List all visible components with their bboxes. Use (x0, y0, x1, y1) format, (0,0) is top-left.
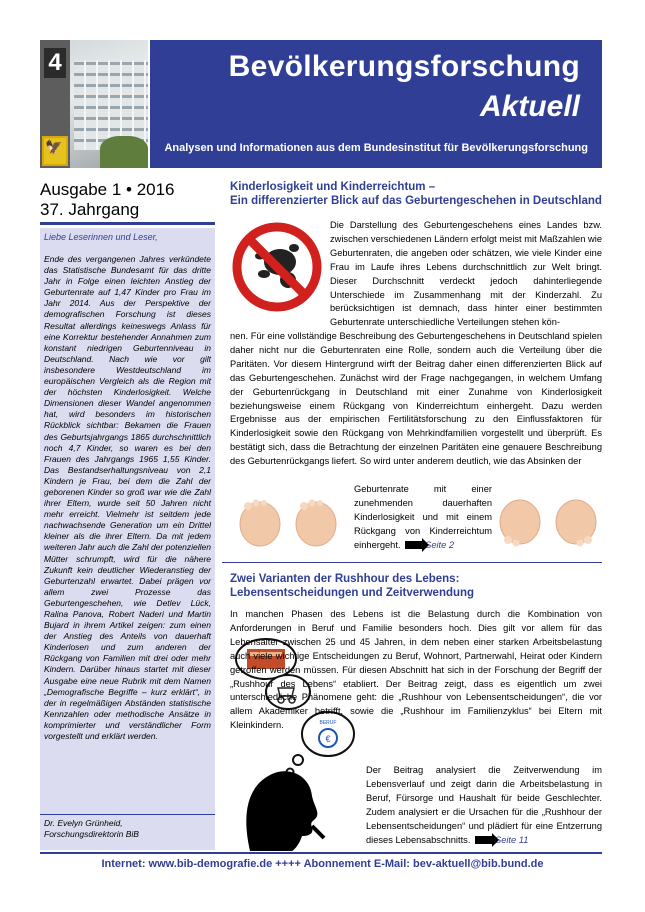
issue-year: 37. Jahrgang (40, 200, 140, 219)
no-baby-icon (232, 222, 322, 312)
publication-title: Bevölkerungsforschung (228, 50, 580, 83)
article2-heading-line2: Lebensentscheidungen und Zeitverwendung (230, 587, 475, 599)
article1-page-ref[interactable]: Seite 2 (425, 539, 455, 550)
article1-heading (230, 180, 602, 208)
svg-text:€: € (325, 734, 331, 744)
article1-heading-line2: Ein differenzierter Blick auf das Geburtengeschehen in Deutschland (230, 195, 602, 207)
baby-feet-image-left (232, 494, 347, 549)
editorial-sidebar (40, 222, 215, 847)
article2-text-bottom-content: Der Beitrag analysiert die Zeitverwendung im Lebensverlauf und zeigt darin die Arbeitsbelastung in Beruf, Fürsorge und Haushalt für beide Geschlechter. Zudem analysiert er die Ursachen für die „Rushhour der Lebensentscheidungen“ und plädiert für eine Entzerrung dieses Lebensabschnitts. (366, 765, 602, 845)
building-number: 4 (44, 48, 66, 78)
article1-feet-text: Geburtenrate mit einer zunehmenden dauerhaften Kinderlosigkeit und mit einem Rückgang von Kinderreichtum einhergeht. (354, 484, 492, 550)
header-banner (150, 40, 602, 168)
editorial-body: Ende des vergangenen Jahres verkündete das Statistische Bundesamt für das dritte Jahr in Folge einen leichten Anstieg der Geburtenrate auf 1,47 Kinder pro Frau im Jahr 2014. Aus der Perspektive der demografischen Forschung ist dieses Resultat allerdings keineswegs Anlass für eine Korrektur bestehender Annahmen zum konstant niedrigen Geburtenniveau in Deutschland. Nach wie vor gilt insbesondere Westdeutschland im europäischen Vergleich als die Region mit der höchsten Kinderlosigkeit. Welche Dimensionen dieser Wandel angenommen hat, wird besonders im historischen Rückblick sichtbar: Bekamen die Frauen des Geburtsjahrgangs 1865 durchschnittlich noch 4,7 Kinder, so waren es bei den Frauen des Jahrgangs 1965 1,55 Kinder. Das Bestandserhaltungsniveau von 2,1 Kindern je Frau, bei dem die Zahl der geborenen Kinder so groß war wie die Zahl ihrer Eltern, wurde seit 50 Jahren nicht mehr erreicht. Vielmehr ist seitdem jede nachwachsende Generation um ein Drittel kleiner als die ihrer Eltern. Da mit jedem weiteren Jahr auch die Zahl der potenziellen Mütter schrumpft, wird für die nähere Zukunft kein deutlicher Wiederanstieg der Geburtenzahl erwartet. Dabei prägen vor allem zwei Prozesse das Geburtengeschehen, wie Detlev Lück, Ralina Panova, Robert Naderi und Martin Bujard in ihrem Artikel zeigen: zum einen der Anstieg des Anteils von dauerhaft Kinderlosen und zum anderen der Rückgang von Familien mit drei oder mehr Kindern. Darüber hinaus startet mit dieser Ausgabe eine neue Rubrik mit dem Namen „Demografische Begriffe – kurz erklärt“, in der in regelmäßigen Abständen statistische Kennzahlen oder methodische Ansätze in komprimierter und verständlicher Form vorgestellt und erklärt werden. (44, 254, 211, 742)
article2-text-top (230, 608, 602, 733)
footer-divider (40, 852, 602, 854)
header-photo (40, 40, 148, 168)
issue-info (40, 180, 175, 220)
article1-text-full: nen. Für eine vollständige Beschreibung des Geburtengeschehens in Deutschland spielen daher nicht nur die Geburtenraten eine Rolle, sondern auch die Verteilung über die Paritäten. Vor diesem Hintergrund wirft der Beitrag daher einen differenzierten Blick auf das Geburtengeschehen. Zunächst wird der Frage nachgegangen, in welchem Umfang der Geburtenrückgang in Deutschland mit einer Zunahme von Kinderlosigkeit beziehungsweise einem Rückgang von Kinderreichtum einhergeht. Dazu werden Ergebnisse aus der empirischen Fertilitätsforschung zu den Einflussfaktoren für Kinderlosigkeit sowie den Rückgang von Mehrkindfamilien vorgestellt und überprüft. Es bestätigt sich, dass die Betrachtung der einzelnen Paritäten eine genauere Beschreibung des Geburtenrückgangs liefert. So wird unter anderem deutlich, wie das Absinken der (230, 331, 602, 467)
article1-heading-line1: Kinderlosigkeit und Kinderreichtum – (230, 181, 436, 193)
article2-text-top-content: In manchen Phasen des Lebens ist die Belastung durch die Kombination von Anforderungen in Beruf und Familie besonders hoch. Dies gilt vor allem für das Lebensalter zwischen 25 und 45 Jahren, in dem neben einer starken Arbeitsbelastung auch viele wichtige Entscheidungen zu Beruf, Wohnort, Partnerwahl, Heirat oder Kindern getroffen werden müssen. Für diesen Abschnitt hat sich in der Forschung der Begriff der „Rushhour des Lebens“ etabliert. Der Beitrag zeigt, dass es eigentlich um zwei unterschiedliche Phänomene geht: die „Rushhour von Lebensentscheidungen“, die vor allem Akademiker betrifft, sowie die „Rushhour im Familienzyklus“ bei Eltern mit Kleinkindern. (230, 609, 602, 731)
article2-heading-line1: Zwei Varianten der Rushhour des Lebens: (230, 573, 460, 585)
signature-name: Dr. Evelyn Grünheid, (44, 818, 123, 828)
article2-page-ref[interactable]: Seite 11 (495, 834, 529, 845)
publication-title-aktuell: Aktuell (479, 90, 580, 123)
article2-text-bottom (366, 764, 602, 847)
signature-divider (40, 814, 215, 815)
badge-text: BERUF (319, 720, 337, 726)
article1-text-feet (354, 483, 492, 553)
editorial-greeting: Liebe Leserinnen und Leser, (44, 232, 158, 242)
signature-role: Forschungsdirektorin BiB (44, 829, 139, 839)
issue-number: Ausgabe 1 • 2016 (40, 180, 175, 199)
article1-text-wrap: Die Darstellung des Geburtengeschehens eines Landes bzw. zwischen verschiedenen Ländern erfolgt meist mit Maßzahlen wie Geburtenraten, die angeben oder schätzen, wie viele Kinder eine Frau im Laufe ihres Lebens durchschnittlich zur Welt bringt. Dieser Durchschnitt verdeckt jedoch dahinterliegende Unterschiede im Zusammenhang mit der Kinderzahl. Zu berücksichtigen ist demnach, dass hinter einer bestimmten Geburtenrate unterschiedliche Verteilungen stehen kön- (330, 220, 602, 328)
baby-feet-image-right (494, 494, 604, 549)
arrow-icon (475, 836, 493, 844)
trees (100, 136, 148, 168)
editorial-signature (44, 818, 139, 840)
footer-contact[interactable]: Internet: www.bib-demografie.de ++++ Abonnement E-Mail: bev-aktuell@bib.bund.de (101, 858, 544, 870)
article2-heading (230, 572, 474, 600)
publication-subtitle: Analysen und Informationen aus dem Bundesinstitut für Bevölkerungsforschung (164, 142, 588, 154)
arrow-icon (405, 541, 423, 549)
eagle-icon: 🦅 (45, 139, 63, 155)
article-separator (222, 562, 602, 563)
